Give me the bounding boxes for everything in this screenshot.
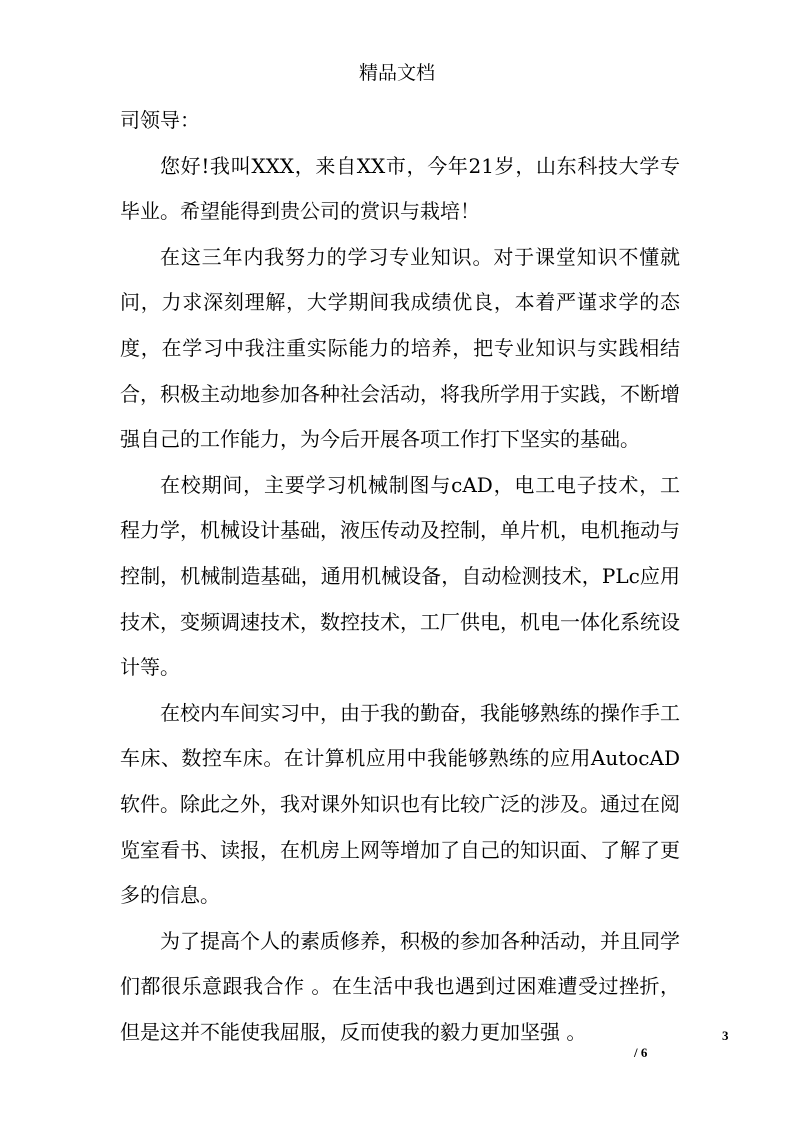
page-total: / 6 <box>634 1045 648 1060</box>
document-body <box>120 98 680 1055</box>
document-header: 精品文档 <box>358 62 435 84</box>
salutation: 司领导： <box>120 108 200 132</box>
page-number: 3 <box>722 1028 729 1043</box>
paragraph-1: 您好!我叫XXX，来自XX市，今年21岁，山东科技大学专毕业。希望能得到贵公司的赏识与栽培！ <box>120 153 680 224</box>
paragraph-3: 在校期间，主要学习机械制图与cAD，电工电子技术，工程力学，机械设计基础，液压传动及控制，单片机，电机拖动与控制，机械制造基础，通用机械设备，自动检测技术，PLc应用技术，变频调速技术，数控技术，工厂供电，机电一体化系统设计等。 <box>120 472 680 680</box>
paragraph-2: 在这三年内我努力的学习专业知识。对于课堂知识不懂就问，力求深刻理解，大学期间我成绩优良，本着严谨求学的态度，在学习中我注重实际能力的培养，把专业知识与实践相结合，积极主动地参加各种社会活动，将我所学用于实践，不断增强自己的工作能力，为今后开展各项工作打下坚实的基础。 <box>120 244 680 452</box>
paragraph-4: 在校内车间实习中，由于我的勤奋，我能够熟练的操作手工车床、数控车床。在计算机应用中我能够熟练的应用AutocAD软件。除此之外，我对课外知识也有比较广泛的涉及。通过在阅览室看书、读报，在机房上网等增加了自己的知识面、了解了更多的信息。 <box>120 700 680 908</box>
paragraph-5: 为了提高个人的素质修养，积极的参加各种活动，并且同学们都很乐意跟我合作 。在生活中我也遇到过困难遭受过挫折，但是这并不能使我屈服，反而使我的毅力更加坚强 。 <box>120 928 680 1044</box>
